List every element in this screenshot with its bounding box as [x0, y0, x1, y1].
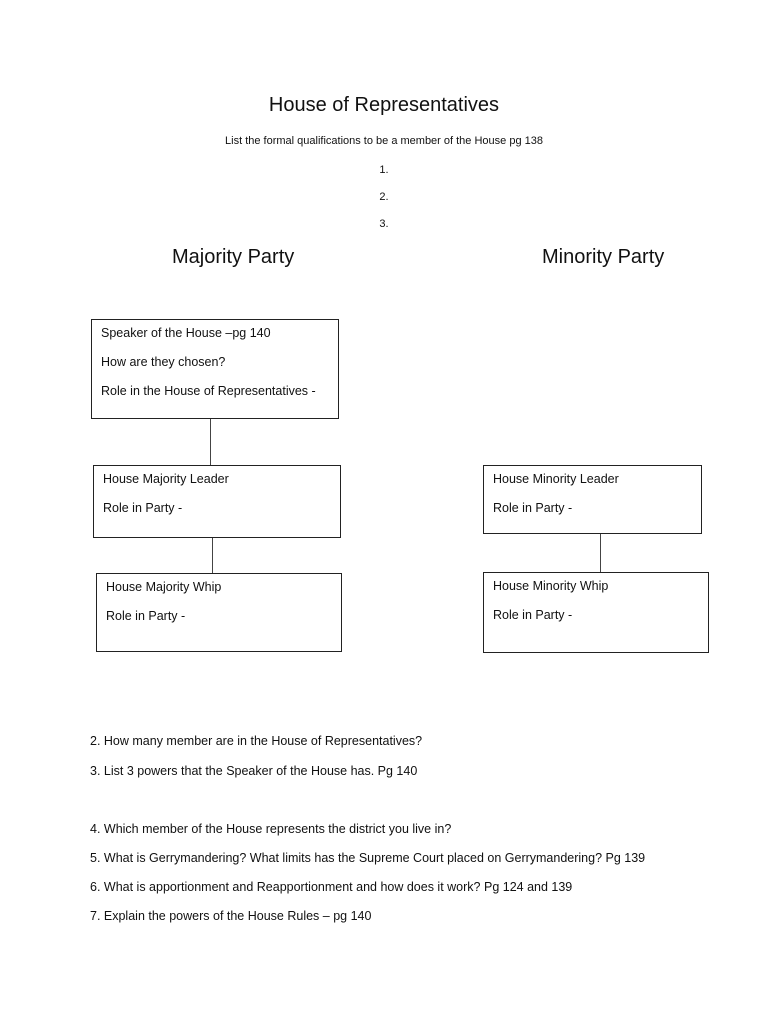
majority-party-heading: Majority Party: [172, 246, 295, 268]
qualifications-prompt: List the formal qualifications to be a member of the House pg 138: [225, 135, 543, 147]
connector-line: [212, 538, 213, 573]
question-6: 6. What is apportionment and Reapportionment and how does it work? Pg 124 and 139: [90, 880, 573, 894]
question-5: 5. What is Gerrymandering? What limits has the Supreme Court placed on Gerrymandering? Pg 139: [90, 851, 646, 865]
connector-line: [210, 419, 211, 465]
blank-number-1: 1.: [379, 164, 389, 176]
speaker-box: [91, 319, 339, 419]
majority-whip-role-prompt: Role in Party -: [106, 609, 186, 623]
minority-whip-role-prompt: Role in Party -: [493, 608, 573, 622]
majority-leader-title: House Majority Leader: [103, 472, 229, 486]
minority-whip-title: House Minority Whip: [493, 579, 609, 593]
majority-whip-title: House Majority Whip: [106, 580, 222, 594]
question-3: 3. List 3 powers that the Speaker of the House has. Pg 140: [90, 764, 418, 778]
minority-whip-box: [483, 572, 709, 653]
connector-line: [600, 534, 601, 572]
minority-leader-role-prompt: Role in Party -: [493, 501, 573, 515]
question-2: 2. How many member are in the House of Representatives?: [90, 734, 423, 748]
minority-leader-box: [483, 465, 702, 534]
speaker-chosen-prompt: How are they chosen?: [101, 355, 226, 369]
question-4: 4. Which member of the House represents the district you live in?: [90, 822, 452, 836]
page-title: House of Representatives: [268, 94, 500, 116]
majority-whip-box: [96, 573, 342, 652]
question-7: 7. Explain the powers of the House Rules – pg 140: [90, 909, 372, 923]
blank-number-3: 3.: [379, 218, 389, 230]
blank-number-2: 2.: [379, 191, 389, 203]
minority-party-heading: Minority Party: [542, 246, 665, 268]
minority-leader-title: House Minority Leader: [493, 472, 619, 486]
speaker-role-prompt: Role in the House of Representatives -: [101, 384, 316, 398]
majority-leader-role-prompt: Role in Party -: [103, 501, 183, 515]
majority-leader-box: [93, 465, 341, 538]
speaker-title: Speaker of the House –pg 140: [101, 326, 271, 340]
